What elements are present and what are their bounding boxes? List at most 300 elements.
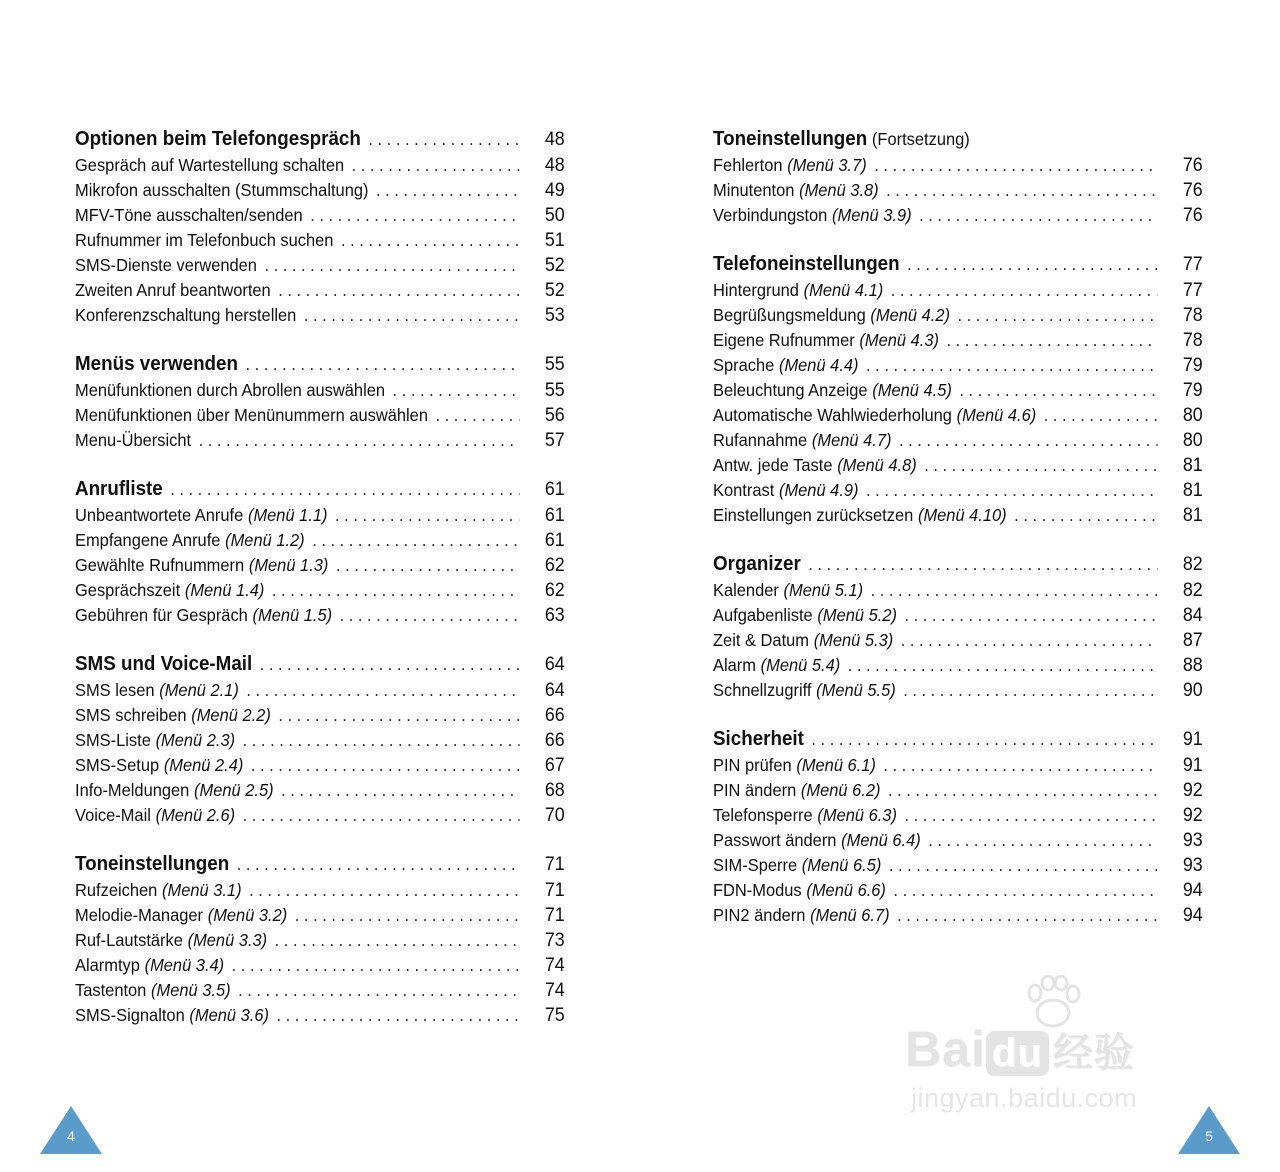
toc-page-number: 61 xyxy=(544,479,565,500)
toc-entry-label: Menu-Übersicht xyxy=(75,430,192,450)
toc-entry[interactable] xyxy=(713,853,1203,878)
toc-entry[interactable] xyxy=(713,428,1203,453)
toc-right-column xyxy=(713,126,1203,951)
toc-heading[interactable] xyxy=(713,126,1203,153)
toc-entry[interactable] xyxy=(713,153,1203,178)
toc-menu-ref: (Menü 5.2) xyxy=(817,605,897,625)
toc-menu-ref: (Menü 2.2) xyxy=(191,705,271,725)
toc-heading[interactable] xyxy=(75,126,565,153)
toc-heading[interactable] xyxy=(75,476,565,503)
dot-leader xyxy=(237,851,520,878)
toc-entry[interactable] xyxy=(75,928,565,953)
toc-entry[interactable] xyxy=(713,803,1203,828)
toc-entry[interactable] xyxy=(75,153,565,178)
toc-page-number: 62 xyxy=(544,555,565,576)
toc-page-number: 68 xyxy=(544,780,565,801)
toc-entry[interactable] xyxy=(713,353,1203,378)
dot-leader xyxy=(275,928,520,953)
toc-entry-label: Tastenton xyxy=(75,980,147,1000)
toc-page-number: 64 xyxy=(544,680,565,701)
toc-entry[interactable] xyxy=(713,878,1203,903)
toc-page-number: 88 xyxy=(1182,655,1203,676)
toc-entry[interactable] xyxy=(713,478,1203,503)
toc-entry[interactable] xyxy=(75,428,565,453)
toc-page-number: 92 xyxy=(1182,780,1203,801)
toc-entry[interactable] xyxy=(75,603,565,628)
toc-entry-label: Beleuchtung Anzeige xyxy=(713,380,868,400)
toc-menu-ref: (Menü 5.5) xyxy=(816,680,896,700)
toc-page-number: 70 xyxy=(544,805,565,826)
toc-entry-label: Alarm xyxy=(713,655,756,675)
toc-entry-label: Rufnummer im Telefonbuch suchen xyxy=(75,230,334,250)
toc-menu-ref: (Menü 6.4) xyxy=(841,830,921,850)
toc-heading[interactable] xyxy=(713,551,1203,578)
toc-page-number: 81 xyxy=(1182,455,1203,476)
toc-menu-ref: (Menü 4.6) xyxy=(956,405,1037,425)
toc-menu-ref: (Menü 2.4) xyxy=(163,755,244,775)
toc-page-number: 61 xyxy=(544,530,565,551)
toc-entry-label: Fehlerton xyxy=(713,155,783,175)
dot-leader xyxy=(249,878,520,903)
dot-leader xyxy=(904,603,1157,628)
dot-leader xyxy=(891,278,1158,303)
toc-entry[interactable] xyxy=(713,753,1203,778)
dot-leader xyxy=(304,303,520,328)
watermark-brand-box: du xyxy=(986,1031,1049,1076)
dot-leader xyxy=(897,903,1157,928)
dot-leader xyxy=(260,651,520,678)
toc-page-number: 51 xyxy=(544,230,565,251)
toc-entry[interactable] xyxy=(75,503,565,528)
toc-entry[interactable] xyxy=(75,528,565,553)
toc-menu-ref: (Menü 3.1) xyxy=(162,880,242,900)
toc-menu-ref: (Menü 5.4) xyxy=(760,655,841,675)
toc-menu-ref: (Menü 4.5) xyxy=(872,380,952,400)
toc-section xyxy=(75,476,565,628)
dot-leader xyxy=(170,476,519,503)
toc-entry-label: Voice-Mail xyxy=(75,805,151,825)
toc-menu-ref: (Menü 3.3) xyxy=(187,930,268,950)
toc-page-number: 55 xyxy=(544,380,565,401)
toc-entry-label: MFV-Töne ausschalten/senden xyxy=(75,205,303,225)
toc-entry-label: Gewählte Rufnummern xyxy=(75,555,245,575)
toc-page-number: 71 xyxy=(544,880,565,901)
toc-entry[interactable] xyxy=(75,228,565,253)
toc-entry[interactable] xyxy=(713,653,1203,678)
toc-page-number: 52 xyxy=(544,255,565,276)
toc-entry-label: Eigene Rufnummer xyxy=(713,330,855,350)
toc-entry-label: PIN prüfen xyxy=(713,755,792,775)
toc-entry-label: SMS-Dienste verwenden xyxy=(75,255,257,275)
toc-menu-ref: (Menü 1.1) xyxy=(247,505,328,525)
page-number: 5 xyxy=(1205,1128,1213,1144)
toc-entry[interactable] xyxy=(75,978,565,1003)
toc-section xyxy=(713,551,1203,703)
toc-page-number: 81 xyxy=(1182,480,1203,501)
watermark-brand-cn: 经验 xyxy=(1052,1031,1135,1075)
toc-heading-label: Toneinstellungen xyxy=(713,128,868,150)
toc-entry[interactable] xyxy=(713,578,1203,603)
toc-entry-label: SMS lesen xyxy=(75,680,155,700)
toc-entry[interactable] xyxy=(75,303,565,328)
toc-entry-label: Konferenzschaltung herstellen xyxy=(75,305,297,325)
toc-menu-ref: (Menü 2.1) xyxy=(159,680,239,700)
toc-page-number: 50 xyxy=(544,205,565,226)
dot-leader xyxy=(866,353,1158,378)
toc-entry[interactable] xyxy=(75,1003,565,1028)
toc-entry-label: Gespräch auf Wartestellung schalten xyxy=(75,155,345,175)
dot-leader xyxy=(278,278,519,303)
toc-page-number: 73 xyxy=(544,930,565,951)
toc-page-number: 90 xyxy=(1182,680,1203,701)
dot-leader xyxy=(874,153,1157,178)
toc-entry[interactable] xyxy=(75,753,565,778)
toc-page-number: 78 xyxy=(1182,305,1203,326)
toc-entry[interactable] xyxy=(75,803,565,828)
dot-leader xyxy=(889,853,1158,878)
toc-entry[interactable] xyxy=(713,328,1203,353)
toc-entry[interactable] xyxy=(713,178,1203,203)
toc-page-number: 48 xyxy=(544,155,565,176)
dot-leader xyxy=(341,228,520,253)
dot-leader xyxy=(1044,403,1158,428)
toc-entry-label: Unbeantwortete Anrufe xyxy=(75,505,244,525)
toc-entry[interactable] xyxy=(713,603,1203,628)
toc-page-number: 61 xyxy=(544,505,565,526)
dot-leader xyxy=(232,953,520,978)
toc-page-number: 49 xyxy=(544,180,565,201)
toc-menu-ref: (Menü 5.3) xyxy=(813,630,894,650)
toc-entry[interactable] xyxy=(75,278,565,303)
watermark-url: jingyan.baidu.com xyxy=(911,1083,1138,1113)
dot-leader xyxy=(243,728,520,753)
toc-entry[interactable] xyxy=(713,378,1203,403)
toc-menu-ref: (Menü 3.2) xyxy=(207,905,288,925)
toc-menu-ref: (Menü 6.7) xyxy=(810,905,890,925)
toc-entry[interactable] xyxy=(75,253,565,278)
toc-page-number: 76 xyxy=(1182,205,1203,226)
dot-leader xyxy=(928,828,1157,853)
toc-entry[interactable] xyxy=(75,878,565,903)
dot-leader xyxy=(1014,503,1157,528)
toc-menu-ref: (Menü 2.3) xyxy=(155,730,236,750)
toc-entry-label: Passwort ändern xyxy=(713,830,837,850)
toc-page-number: 78 xyxy=(1182,330,1203,351)
toc-page-number: 64 xyxy=(544,654,565,675)
toc-entry-label: Sprache xyxy=(713,355,775,375)
toc-page-number: 79 xyxy=(1182,355,1203,376)
toc-entry[interactable] xyxy=(713,778,1203,803)
toc-heading[interactable] xyxy=(713,251,1203,278)
page-number-left xyxy=(40,1106,102,1154)
toc-entry[interactable] xyxy=(713,203,1203,228)
toc-menu-ref: (Menü 1.5) xyxy=(252,605,333,625)
toc-page-number: 94 xyxy=(1182,905,1203,926)
toc-page-number: 75 xyxy=(544,1005,565,1026)
toc-menu-ref: (Menü 6.1) xyxy=(796,755,876,775)
toc-entry-label: Automatische Wahlwiederholung xyxy=(713,405,952,425)
toc-entry[interactable] xyxy=(75,953,565,978)
toc-heading-label: Toneinstellungen xyxy=(75,853,230,875)
dot-leader xyxy=(368,126,519,153)
toc-page-number: 84 xyxy=(1182,605,1203,626)
toc-entry[interactable] xyxy=(713,678,1203,703)
toc-entry-label: Schnellzugriff xyxy=(713,680,812,700)
toc-entry[interactable] xyxy=(713,403,1203,428)
dot-leader xyxy=(901,628,1158,653)
toc-page-number: 56 xyxy=(544,405,565,426)
toc-entry[interactable] xyxy=(713,903,1203,928)
dot-leader xyxy=(866,478,1158,503)
toc-page-number: 77 xyxy=(1182,254,1203,275)
toc-heading[interactable] xyxy=(713,726,1203,753)
toc-heading-label: Telefoneinstellungen xyxy=(713,253,900,275)
toc-entry[interactable] xyxy=(713,278,1203,303)
page-number: 4 xyxy=(67,1128,75,1144)
toc-heading-suffix: (Fortsetzung) xyxy=(871,129,970,149)
watermark-brand-text: Bai xyxy=(905,1021,986,1077)
toc-entry-label: SMS-Liste xyxy=(75,730,151,750)
toc-heading-label: Optionen beim Telefongespräch xyxy=(75,128,361,150)
dot-leader xyxy=(199,428,520,453)
toc-entry-label: Alarmtyp xyxy=(75,955,140,975)
toc-entry-label: Zweiten Anruf beantworten xyxy=(75,280,271,300)
toc-menu-ref: (Menü 4.1) xyxy=(803,280,884,300)
dot-leader xyxy=(904,803,1157,828)
toc-entry[interactable] xyxy=(75,678,565,703)
dot-leader xyxy=(899,428,1158,453)
dot-leader xyxy=(295,903,520,928)
toc-menu-ref: (Menü 6.6) xyxy=(806,880,886,900)
toc-entry-label: FDN-Modus xyxy=(713,880,802,900)
toc-page-number: 87 xyxy=(1182,630,1203,651)
toc-heading[interactable] xyxy=(75,651,565,678)
toc-entry-label: Zeit & Datum xyxy=(713,630,809,650)
toc-entry[interactable] xyxy=(75,903,565,928)
toc-page-number: 74 xyxy=(544,980,565,1001)
toc-section xyxy=(713,251,1203,528)
dot-leader xyxy=(883,753,1157,778)
dot-leader xyxy=(811,726,1157,753)
toc-page-number: 81 xyxy=(1182,505,1203,526)
dot-leader xyxy=(893,878,1157,903)
toc-entry-label: Mikrofon ausschalten (Stummschaltung) xyxy=(75,180,369,200)
dot-leader xyxy=(376,178,520,203)
toc-menu-ref: (Menü 3.9) xyxy=(832,205,912,225)
toc-entry-label: Info-Meldungen xyxy=(75,780,190,800)
toc-entry[interactable] xyxy=(75,728,565,753)
toc-entry-label: Begrüßungsmeldung xyxy=(713,305,866,325)
toc-page-number: 82 xyxy=(1182,580,1203,601)
toc-menu-ref: (Menü 4.7) xyxy=(811,430,892,450)
dot-leader xyxy=(352,153,520,178)
toc-page-number: 80 xyxy=(1182,405,1203,426)
dot-leader xyxy=(907,251,1157,278)
dot-leader xyxy=(436,403,520,428)
toc-entry[interactable] xyxy=(75,553,565,578)
toc-menu-ref: (Menü 2.5) xyxy=(194,780,274,800)
toc-entry[interactable] xyxy=(713,503,1203,528)
toc-menu-ref: (Menü 4.2) xyxy=(870,305,950,325)
toc-menu-ref: (Menü 3.6) xyxy=(189,1005,269,1025)
toc-page-number: 76 xyxy=(1182,180,1203,201)
toc-page-number: 74 xyxy=(544,955,565,976)
toc-entry[interactable] xyxy=(75,578,565,603)
toc-menu-ref: (Menü 2.6) xyxy=(155,805,236,825)
dot-leader xyxy=(903,678,1157,703)
toc-entry-label: Kalender xyxy=(713,580,779,600)
toc-page-number: 77 xyxy=(1182,280,1203,301)
toc-heading-label: Sicherheit xyxy=(713,728,804,750)
dot-leader xyxy=(871,578,1158,603)
dot-leader xyxy=(340,603,520,628)
toc-entry-label: Verbindungston xyxy=(713,205,828,225)
toc-page-number: 76 xyxy=(1182,155,1203,176)
toc-page-number: 91 xyxy=(1182,729,1203,750)
toc-entry-label: Menüfunktionen über Menünummern auswählen xyxy=(75,405,428,425)
toc-entry-label: Hintergrund xyxy=(713,280,799,300)
dot-leader xyxy=(246,678,519,703)
dot-leader xyxy=(393,378,520,403)
toc-entry[interactable] xyxy=(713,828,1203,853)
dot-leader xyxy=(848,653,1158,678)
dot-leader xyxy=(278,703,519,728)
toc-section xyxy=(75,651,565,828)
dot-leader xyxy=(959,378,1157,403)
dot-leader xyxy=(243,803,520,828)
toc-entry-label: Einstellungen zurücksetzen xyxy=(713,505,914,525)
dot-leader xyxy=(335,503,520,528)
toc-heading-label: SMS und Voice-Mail xyxy=(75,653,253,675)
toc-entry-label: SMS schreiben xyxy=(75,705,187,725)
toc-entry-label: Rufzeichen xyxy=(75,880,158,900)
dot-leader xyxy=(957,303,1157,328)
toc-page-number: 71 xyxy=(544,854,565,875)
toc-section xyxy=(75,851,565,1028)
toc-entry[interactable] xyxy=(75,778,565,803)
toc-page-number: 63 xyxy=(544,605,565,626)
toc-entry-label: SMS-Signalton xyxy=(75,1005,185,1025)
toc-entry-label: Gesprächszeit xyxy=(75,580,181,600)
toc-menu-ref: (Menü 6.3) xyxy=(817,805,897,825)
toc-menu-ref: (Menü 1.3) xyxy=(248,555,329,575)
toc-entry[interactable] xyxy=(75,403,565,428)
toc-heading[interactable] xyxy=(75,851,565,878)
toc-page-number: 57 xyxy=(544,430,565,451)
dot-leader xyxy=(886,178,1157,203)
baidu-watermark xyxy=(905,975,1205,1125)
toc-menu-ref: (Menü 5.1) xyxy=(783,580,864,600)
dot-leader xyxy=(246,351,520,378)
toc-entry-label: PIN ändern xyxy=(713,780,797,800)
toc-page-number: 94 xyxy=(1182,880,1203,901)
toc-menu-ref: (Menü 3.5) xyxy=(151,980,231,1000)
toc-entry-label: Antw. jede Taste xyxy=(713,455,833,475)
toc-page-number: 93 xyxy=(1182,855,1203,876)
toc-entry-label: Rufannahme xyxy=(713,430,808,450)
toc-page-number: 79 xyxy=(1182,380,1203,401)
toc-section xyxy=(713,726,1203,928)
toc-page-number: 66 xyxy=(544,730,565,751)
toc-entry[interactable] xyxy=(75,178,565,203)
toc-heading-label: Organizer xyxy=(713,553,801,575)
toc-menu-ref: (Menü 4.10) xyxy=(917,505,1007,525)
toc-page-number: 80 xyxy=(1182,430,1203,451)
dot-leader xyxy=(312,528,519,553)
toc-page-number: 53 xyxy=(544,305,565,326)
toc-menu-ref: (Menü 3.8) xyxy=(799,180,879,200)
toc-page-number: 48 xyxy=(544,129,565,150)
toc-menu-ref: (Menü 4.3) xyxy=(859,330,939,350)
toc-menu-ref: (Menü 6.2) xyxy=(800,780,881,800)
toc-page-number: 52 xyxy=(544,280,565,301)
toc-section xyxy=(75,351,565,453)
dot-leader xyxy=(272,578,520,603)
toc-menu-ref: (Menü 6.5) xyxy=(801,855,882,875)
toc-page-number: 91 xyxy=(1182,755,1203,776)
dot-leader xyxy=(919,203,1158,228)
toc-heading[interactable] xyxy=(75,351,565,378)
watermark-brand xyxy=(905,1020,1135,1078)
toc-entry-label: Melodie-Manager xyxy=(75,905,204,925)
toc-menu-ref: (Menü 4.4) xyxy=(778,355,859,375)
toc-heading-label: Anrufliste xyxy=(75,478,163,500)
toc-menu-ref: (Menü 4.8) xyxy=(837,455,917,475)
dot-leader xyxy=(281,778,520,803)
toc-entry-label: SMS-Setup xyxy=(75,755,160,775)
toc-entry[interactable] xyxy=(713,453,1203,478)
toc-menu-ref: (Menü 3.7) xyxy=(787,155,867,175)
toc-entry-label: Menüfunktionen durch Abrollen auswählen xyxy=(75,380,386,400)
dot-leader xyxy=(238,978,520,1003)
toc-page-number: 92 xyxy=(1182,805,1203,826)
toc-page-number: 71 xyxy=(544,905,565,926)
dot-leader xyxy=(276,1003,519,1028)
dot-leader xyxy=(947,328,1158,353)
toc-heading-label: Menüs verwenden xyxy=(75,353,238,375)
toc-section xyxy=(75,126,565,328)
toc-entry[interactable] xyxy=(75,203,565,228)
dot-leader xyxy=(808,551,1157,578)
toc-entry[interactable] xyxy=(713,303,1203,328)
toc-left-column xyxy=(75,126,565,1051)
toc-menu-ref: (Menü 1.2) xyxy=(225,530,305,550)
toc-entry-label: Telefonsperre xyxy=(713,805,813,825)
toc-page-number: 62 xyxy=(544,580,565,601)
toc-page-number: 67 xyxy=(544,755,565,776)
toc-entry-label: Empfangene Anrufe xyxy=(75,530,221,550)
toc-menu-ref: (Menü 3.4) xyxy=(144,955,225,975)
toc-entry[interactable] xyxy=(713,628,1203,653)
toc-page-number: 66 xyxy=(544,705,565,726)
toc-entry-label: SIM-Sperre xyxy=(713,855,798,875)
toc-entry[interactable] xyxy=(75,703,565,728)
toc-page-number: 82 xyxy=(1182,554,1203,575)
toc-entry-label: Minutenton xyxy=(713,180,795,200)
toc-entry-label: Ruf-Lautstärke xyxy=(75,930,183,950)
dot-leader xyxy=(888,778,1158,803)
toc-entry-label: Aufgabenliste xyxy=(713,605,813,625)
toc-entry-label: Kontrast xyxy=(713,480,775,500)
toc-entry-label: Gebühren für Gespräch xyxy=(75,605,248,625)
toc-menu-ref: (Menü 4.9) xyxy=(778,480,859,500)
toc-section xyxy=(713,126,1203,228)
dot-leader xyxy=(924,453,1157,478)
toc-page-number: 55 xyxy=(544,354,565,375)
dot-leader xyxy=(310,203,519,228)
toc-entry[interactable] xyxy=(75,378,565,403)
dot-leader xyxy=(251,753,520,778)
